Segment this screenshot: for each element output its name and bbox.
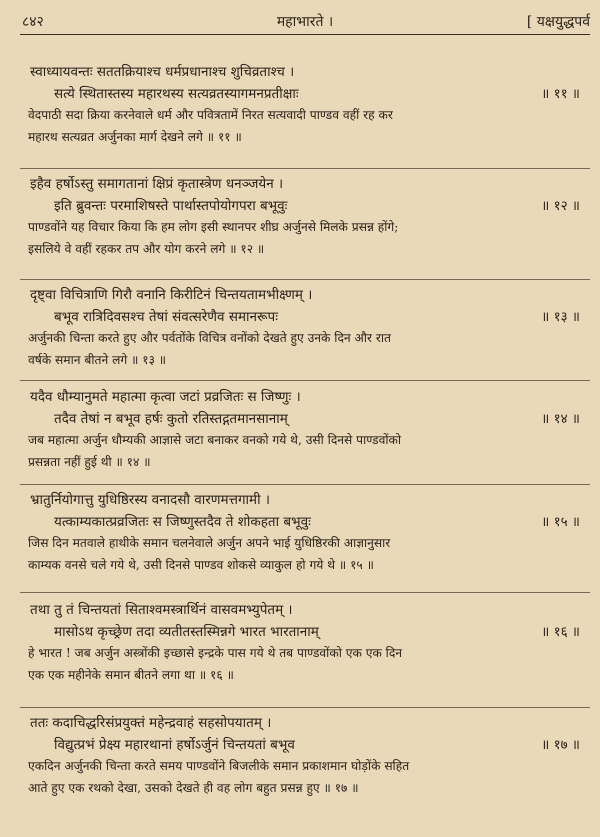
verse-line: भ्रातुर्नियोगात्तु युधिष्ठिरस्य वनादसौ वारणमत्तगामी । [30, 492, 271, 508]
verse-text: इति ब्रुवन्तः परमाशिषस्ते पार्थास्तपोयोगपरा बभूवुः [54, 198, 288, 214]
verse-block-17 [28, 713, 580, 801]
translation-line: एक एक महीनेके समान बीतने लगा था ॥ १६ ॥ [28, 668, 234, 682]
translation-line: काम्यक वनसे चले गये थे, उसी दिनसे पाण्डव शोकसे व्याकुल हो गये थे ॥ १५ ॥ [28, 558, 374, 572]
running-header [20, 8, 590, 34]
translation-line: इसलिये वे वहीं रहकर तप और योग करने लगे ॥ १२ ॥ [28, 242, 265, 256]
verse-block-12 [28, 174, 580, 262]
translation-line: वर्षके समान बीतने लगे ॥ १३ ॥ [28, 353, 167, 367]
separator-rule [20, 168, 590, 169]
verse-text: यत्काम्यकात्प्रव्रजितः स जिष्णुस्तदैव ते शोकहता बभूवुः [54, 514, 311, 530]
verse-line [28, 622, 580, 644]
verse-line: दृष्ट्वा विचित्राणि गिरौ वनानि किरीटिनं चिन्तयतामभीक्ष्णम् । [30, 287, 313, 303]
header-rule [20, 34, 590, 35]
verse-line: यदैव धौम्यानुमते महात्मा कृत्वा जटां प्रव्रजितः स जिष्णुः । [30, 389, 301, 405]
verse-block-13 [28, 285, 580, 373]
separator-rule [20, 484, 590, 485]
verse-line [28, 307, 580, 329]
verse-line [28, 409, 580, 431]
verse-text: मासोऽथ कृच्छ्रेण तदा व्यतीतस्तस्मिन्नगे भारत भारतानाम् [54, 624, 319, 640]
parva-name: [ यक्षयुद्धपर्व [526, 14, 590, 30]
verse-number: ॥ ११ ॥ [541, 86, 580, 102]
separator-rule [20, 592, 590, 593]
verse-line: स्वाध्यायवन्तः सततक्रियाश्च धर्मप्रधानाश्च शुचिव्रताश्च । [30, 64, 295, 80]
verse-line [28, 735, 580, 757]
separator-rule [20, 707, 590, 708]
translation-line: प्रसन्नता नहीं हुई थी ॥ १४ ॥ [28, 455, 151, 469]
verse-block-16 [28, 600, 580, 688]
verse-text: सत्ये स्थितास्तस्य महारथस्य सत्यव्रतस्यागमनप्रतीक्षाः [54, 86, 299, 102]
verse-number: ॥ १६ ॥ [541, 624, 580, 640]
verse-block-15 [28, 490, 580, 578]
verse-line: इहैव हर्षोऽस्तु समागतानां क्षिप्रं कृतास्त्रेण धनञ्जयेन । [30, 176, 284, 192]
translation-line: हे भारत ! जब अर्जुन अस्त्रोंकी इच्छासे इन्द्रके पास गये थे तब पाण्डवोंको एक एक दिन [28, 646, 403, 660]
verse-block-14 [28, 387, 580, 475]
verse-number: ॥ १२ ॥ [541, 198, 580, 214]
separator-rule [20, 380, 590, 381]
verse-number: ॥ १७ ॥ [541, 737, 580, 753]
verse-number: ॥ १३ ॥ [541, 309, 580, 325]
translation-line: पाण्डवोंने यह विचार किया कि हम लोग इसी स्थानपर शीघ्र अर्जुनसे मिलके प्रसन्न होंगे; [28, 220, 399, 234]
translation-line: जिस दिन मतवाले हाथीके समान चलनेवाले अर्जुन अपने भाई युधिष्ठिरकी आज्ञानुसार [28, 536, 391, 550]
verse-line [28, 512, 580, 534]
verse-text: विद्युत्प्रभं प्रेक्ष्य महारथानां हर्षोऽर्जुनं चिन्तयतां बभूव [54, 737, 295, 753]
page-number: ८४२ [22, 14, 44, 30]
verse-line [28, 196, 580, 218]
verse-line [28, 84, 580, 106]
separator-rule [20, 279, 590, 280]
verse-line: ततः कदाचिद्धरिसंप्रयुक्तं महेन्द्रवाहं सहसोपयातम् । [30, 715, 272, 731]
verse-number: ॥ १४ ॥ [541, 411, 580, 427]
translation-line: महारथ सत्यव्रत अर्जुनका मार्ग देखने लगे ॥ ११ ॥ [28, 130, 242, 144]
translation-line: जब महात्मा अर्जुन धौम्यकी आज्ञासे जटा बनाकर वनको गये थे, उसी दिनसे पाण्डवोंको [28, 433, 402, 447]
verse-line: तथा तु तं चिन्तयतां सिताश्वमस्त्रार्थिनं वासवमभ्युपेतम् । [30, 602, 293, 618]
translation-line: अर्जुनकी चिन्ता करते हुए और पर्वतोंके विचित्र वनोंको देखते हुए उनके दिन और रात [28, 331, 391, 345]
translation-line: वेदपाठी सदा क्रिया करनेवाले धर्म और पवित्रतामें निरत सत्यवादी पाण्डव वहीं रह कर [28, 108, 393, 122]
book-title: महाभारते । [276, 14, 334, 30]
verse-text: बभूव रात्रिदिवसश्च तेषां संवत्सरेणैव समानरूपः [54, 309, 278, 325]
verse-text: तदैव तेषां न बभूव हर्षः कुतो रतिस्तद्गतमानसानाम् [54, 411, 288, 427]
translation-line: एकदिन अर्जुनकी चिन्ता करते समय पाण्डवोंने बिजलीके समान प्रकाशमान घोड़ोंके सहित [28, 759, 410, 773]
verse-block-11 [28, 62, 580, 150]
verse-number: ॥ १५ ॥ [541, 514, 580, 530]
translation-line: आते हुए एक रथको देखा, उसको देखते ही वह लोग बहुत प्रसन्न हुए ॥ १७ ॥ [28, 781, 359, 795]
